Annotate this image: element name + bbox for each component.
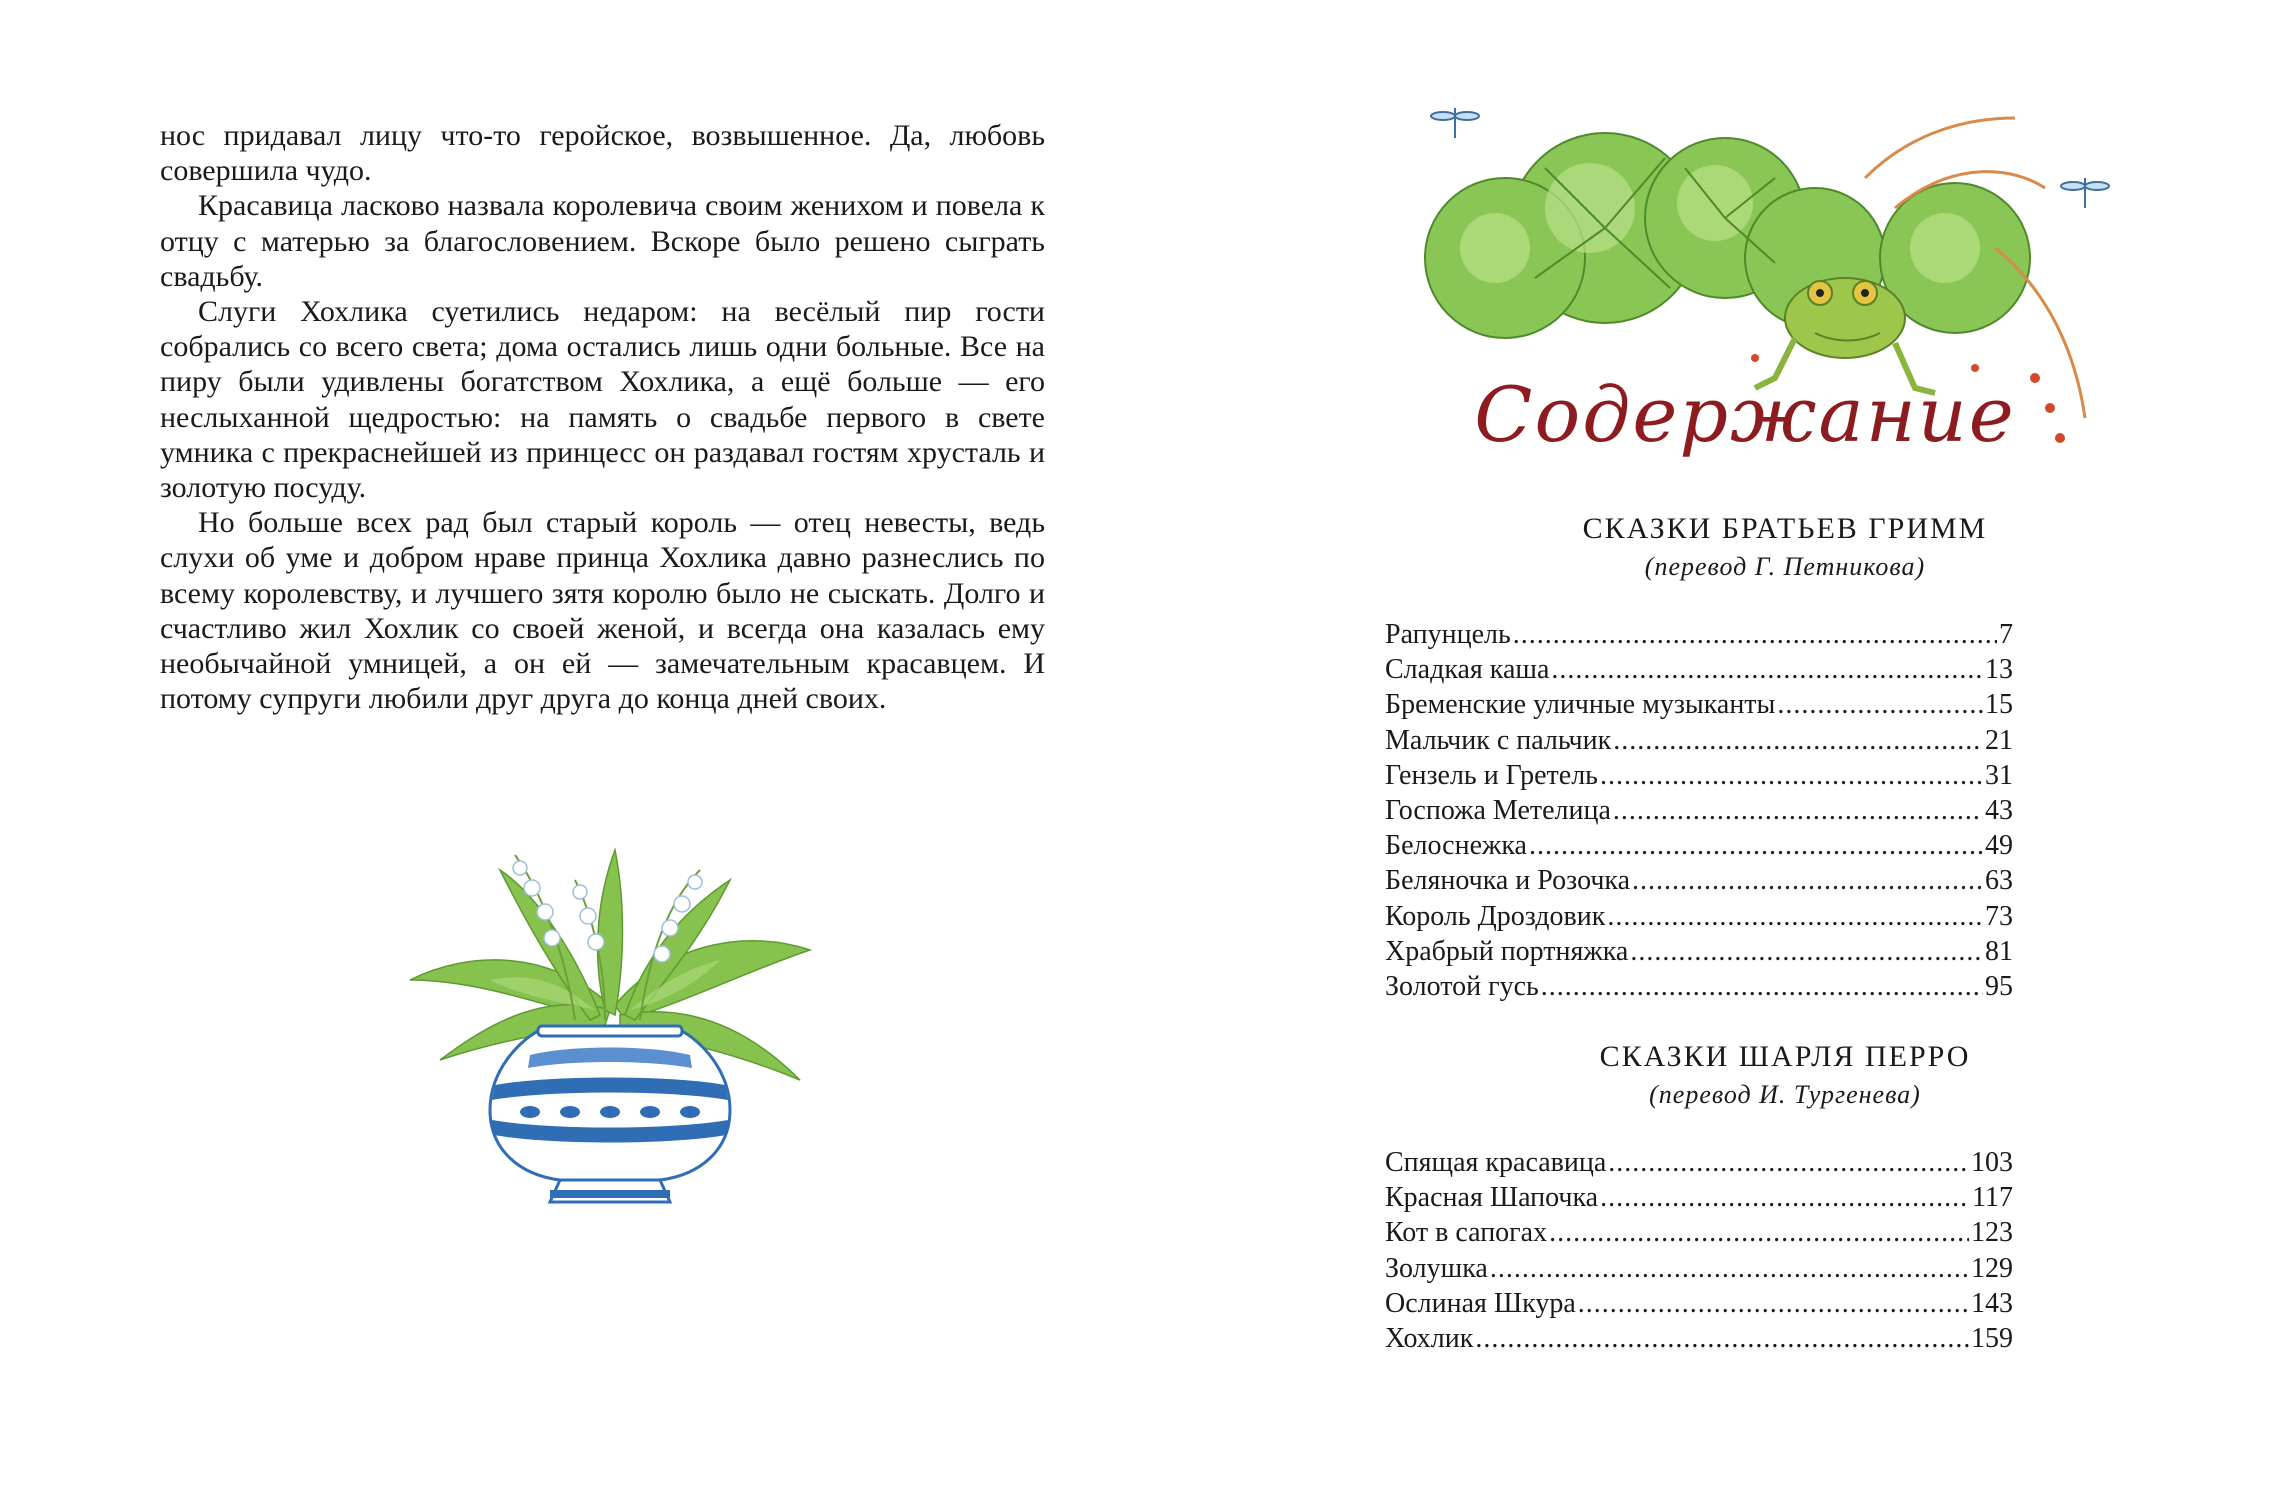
dot-leader bbox=[1551, 652, 1983, 687]
toc-item[interactable] bbox=[1385, 1215, 2013, 1250]
toc-item[interactable] bbox=[1385, 793, 2013, 828]
dot-leader bbox=[1613, 793, 1983, 828]
dot-leader bbox=[1529, 828, 1983, 863]
toc-item[interactable] bbox=[1385, 1145, 2013, 1180]
toc-item[interactable] bbox=[1385, 863, 2013, 898]
toc-item-page: 13 bbox=[1985, 654, 2013, 686]
toc-item[interactable] bbox=[1385, 617, 2013, 652]
toc-item-title: Беляночка и Розочка bbox=[1385, 865, 1631, 897]
toc-item-page: 81 bbox=[1985, 935, 2013, 967]
paragraph: нос придавал лицу что-то геройское, возвышенное. Да, любовь совершила чудо. bbox=[160, 119, 1045, 188]
dot-leader bbox=[1490, 1251, 1969, 1286]
toc-item-page: 49 bbox=[1985, 830, 2013, 862]
toc-item-page: 63 bbox=[1985, 865, 2013, 897]
dot-leader bbox=[1513, 617, 1997, 652]
dot-leader bbox=[1600, 1180, 1970, 1215]
dot-leader bbox=[1549, 1215, 1969, 1250]
toc-item[interactable] bbox=[1385, 828, 2013, 863]
toc-item-page: 73 bbox=[1985, 900, 2013, 932]
toc-item-title: Король Дроздовик bbox=[1385, 900, 1606, 932]
dot-leader bbox=[1608, 1145, 1969, 1180]
toc-item-page: 95 bbox=[1985, 971, 2013, 1003]
dot-leader bbox=[1613, 723, 1983, 758]
dot-leader bbox=[1578, 1286, 1969, 1321]
toc-item-title: Золушка bbox=[1385, 1252, 1488, 1284]
toc-item[interactable] bbox=[1385, 934, 2013, 969]
toc-item-page: 129 bbox=[1971, 1252, 2013, 1284]
right-page bbox=[1145, 0, 2290, 1502]
toc-item-title: Белоснежка bbox=[1385, 830, 1527, 862]
toc-item-page: 21 bbox=[1985, 724, 2013, 756]
toc-item-page: 123 bbox=[1971, 1217, 2013, 1249]
toc-list-perrault bbox=[1385, 1145, 2013, 1356]
toc-item[interactable] bbox=[1385, 758, 2013, 793]
toc-item-title: Гензель и Гретель bbox=[1385, 759, 1598, 791]
toc-item-title: Золотой гусь bbox=[1385, 971, 1539, 1003]
toc-item[interactable] bbox=[1385, 899, 2013, 934]
toc-item-title: Сладкая каша bbox=[1385, 654, 1550, 686]
toc-item[interactable] bbox=[1385, 687, 2013, 722]
dot-leader bbox=[1777, 687, 1983, 722]
toc-item-page: 43 bbox=[1985, 795, 2013, 827]
story-text bbox=[160, 118, 1045, 716]
toc-item[interactable] bbox=[1385, 1286, 2013, 1321]
dot-leader bbox=[1607, 899, 1983, 934]
dot-leader bbox=[1475, 1321, 1969, 1356]
toc-item-title: Мальчик с пальчик bbox=[1385, 724, 1612, 756]
toc-item-page: 143 bbox=[1971, 1287, 2013, 1319]
toc-item-page: 7 bbox=[1999, 619, 2013, 650]
paragraph: Слуги Хохлика суетились недаром: на весёлый пир гости собрались со всего света; дома остались лишь одни больные. Все на пиру были удивлены богатством Хохлика, а ещё больше — его неслыханной щедростью: на память о свадьбе первого в свете умника с прекраснейшей из принцесс он раздавал гостям хрусталь и золотую посуду. bbox=[160, 295, 1045, 505]
toc-item[interactable] bbox=[1385, 652, 2013, 687]
section-heading-perrault: СКАЗКИ ШАРЛЯ ПЕРРО bbox=[1599, 1040, 1971, 1073]
toc-item-page: 31 bbox=[1985, 759, 2013, 791]
dot-leader bbox=[1541, 969, 1983, 1004]
section-translator-perrault: (перевод И. Тургенева) bbox=[1649, 1080, 1921, 1109]
toc-item-title: Бременские уличные музыканты bbox=[1385, 689, 1776, 721]
toc-item-page: 103 bbox=[1971, 1147, 2013, 1178]
paragraph: Но больше всех рад был старый король — отец невесты, ведь слухи об уме и добром нраве принца Хохлика давно разнеслись по всему королевству, и лучшего зятя королю было не сыскать. Долго и счастливо жил Хохлик со своей женой, и всегда она казалась ему необычайной умницей, а он ей — замечательным красавцем. И потому супруги любили друг друга до конца дней своих. bbox=[160, 506, 1045, 716]
paragraph: Красавица ласково назвала королевича своим женихом и повела к отцу с матерью за благословением. Вскоре было решено сыграть свадьбу. bbox=[160, 189, 1045, 293]
toc-item-title: Красная Шапочка bbox=[1385, 1182, 1599, 1214]
toc-item[interactable] bbox=[1385, 1321, 2013, 1356]
section-translator-grimm: (перевод Г. Петникова) bbox=[1644, 552, 1926, 581]
toc-item-title: Ослиная Шкура bbox=[1385, 1287, 1576, 1319]
dot-leader bbox=[1630, 934, 1983, 969]
toc-item-title: Госпожа Метелица bbox=[1385, 795, 1611, 827]
toc-item-title: Храбрый портняжка bbox=[1385, 935, 1629, 967]
vase bbox=[490, 1026, 730, 1202]
toc-item[interactable] bbox=[1385, 1251, 2013, 1286]
toc-list-grimm bbox=[1385, 617, 2013, 1004]
toc-item[interactable] bbox=[1385, 723, 2013, 758]
toc-item-title: Рапунцель bbox=[1385, 619, 1511, 650]
toc-item-page: 159 bbox=[1971, 1323, 2013, 1355]
toc-item-page: 117 bbox=[1972, 1182, 2013, 1214]
toc-item[interactable] bbox=[1385, 1180, 2013, 1215]
toc-item-title: Кот в сапогах bbox=[1385, 1217, 1548, 1249]
dot-leader bbox=[1600, 758, 1983, 793]
dot-leader bbox=[1632, 863, 1983, 898]
section-heading-grimm: СКАЗКИ БРАТЬЕВ ГРИММ bbox=[1582, 512, 1988, 545]
toc-item-page: 15 bbox=[1985, 689, 2013, 721]
toc-item-title: Хохлик bbox=[1385, 1323, 1474, 1355]
lily-vase-illustration bbox=[400, 830, 820, 1210]
toc-item-title: Спящая красавица bbox=[1385, 1147, 1607, 1178]
toc-item[interactable] bbox=[1385, 969, 2013, 1004]
contents-title: Содержание bbox=[1474, 370, 2016, 459]
